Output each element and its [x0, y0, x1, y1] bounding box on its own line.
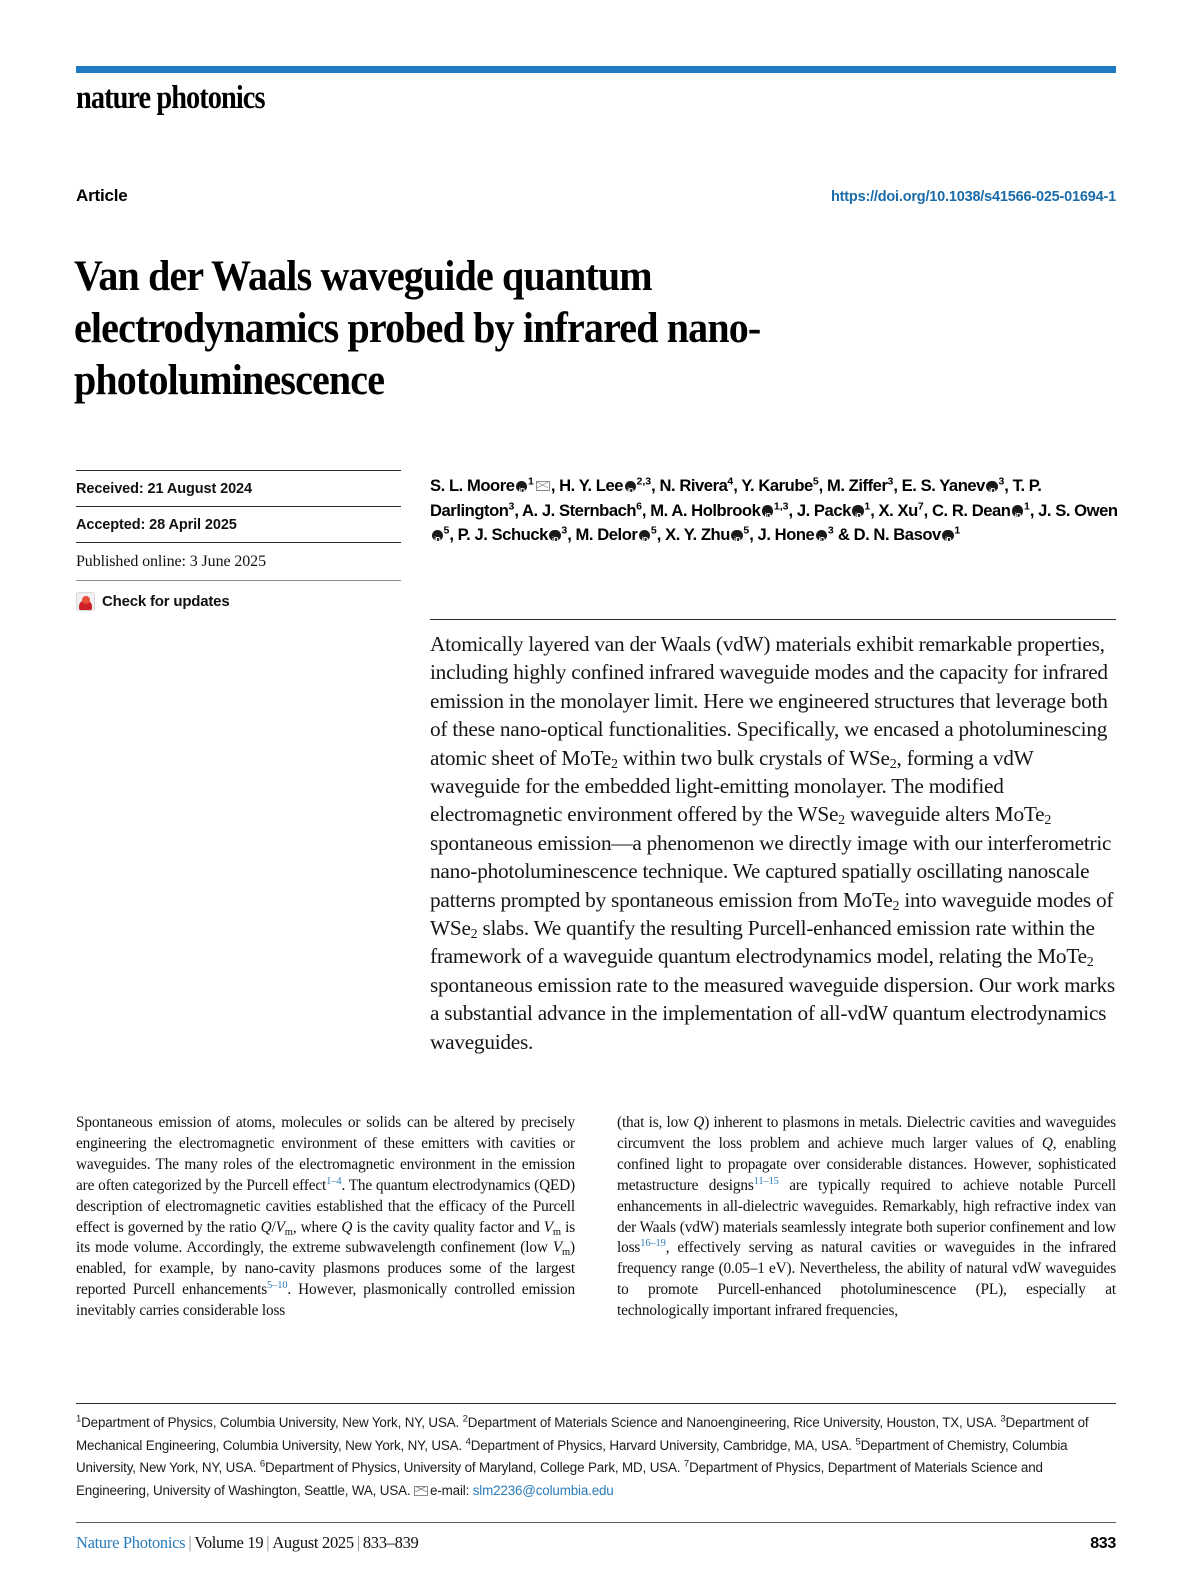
orcid-icon[interactable]	[731, 530, 743, 542]
math-var: Q	[693, 1114, 705, 1131]
footer-journal-name: Nature Photonics	[76, 1533, 186, 1552]
citation-ref[interactable]: 1–4	[326, 1175, 342, 1187]
body-columns	[76, 1113, 1116, 1322]
affiliations-divider	[76, 1403, 1116, 1404]
author-affil-ref: 1	[1023, 500, 1030, 513]
author-affil-ref: 3	[508, 500, 515, 513]
article-type-label: Article	[76, 186, 128, 205]
author-name: , J. S. Owen	[1029, 500, 1118, 520]
author-name: D. N. Basov	[853, 525, 941, 545]
doi-link[interactable]: https://doi.org/10.1038/s41566-025-01694-1	[831, 189, 1116, 205]
author-name: C. R. Dean	[931, 500, 1011, 520]
author-affil-ref: 5	[443, 524, 450, 537]
abstract-sub: 2	[1044, 813, 1052, 829]
body-seg: /	[271, 1218, 276, 1236]
body-seg: Spontaneous emission of atoms, molecules or solids can be altered by precisely engineering the electromagnetic environment of these emitters with cavities or waveguides. The many roles of the electromagnetic environment in the emission are often categorized by the Purcell effect	[76, 1114, 575, 1194]
author-name: , A. J. Sternbach	[514, 500, 637, 520]
author-affil-ref: 2,3	[636, 475, 652, 488]
abstract-seg: slabs. We quantify the resulting Purcell-enhanced emission rate within the framework of a waveguide quantum electrodynamics model, relating the MoTe	[430, 916, 1095, 969]
author-affil-ref: 3	[998, 475, 1005, 488]
author-conjunction: &	[833, 525, 850, 545]
abstract-seg: waveguide alters MoTe	[844, 802, 1045, 827]
author-name: , M. Delor	[567, 525, 638, 545]
crossmark-icon	[76, 592, 95, 611]
orcid-icon[interactable]	[549, 530, 561, 542]
math-sub: m	[284, 1226, 293, 1238]
body-seg: ) inherent to plasmons in metals. Dielectric cavities and waveguides circumvent the loss problem and achieve much larger values of	[617, 1114, 1116, 1152]
orcid-icon[interactable]	[852, 505, 864, 517]
citation-ref[interactable]: 5–10	[267, 1280, 288, 1292]
footer-volume: Volume 19	[194, 1533, 264, 1552]
author-affil-ref: 7	[917, 500, 924, 513]
body-seg: is its mode volume. Accordingly, the extreme subwavelength confinement (low	[76, 1218, 575, 1257]
math-var: V	[275, 1218, 285, 1236]
author-affil-ref: 6	[636, 500, 642, 513]
footer-pages: 833–839	[362, 1533, 419, 1552]
journal-masthead: nature photonics	[76, 80, 265, 116]
accepted-date: Accepted: 28 April 2025	[76, 517, 237, 533]
corresponding-author-envelope-icon[interactable]	[536, 481, 550, 491]
body-seg: , enabling confined light to propagate over considerable distances. However, sophisticated metastructure designs	[617, 1134, 1116, 1194]
abstract-seg: , forming a vdW waveguide for the embedded light-emitting monolayer. The modified electromagnetic environment offered by the WSe	[430, 745, 1034, 827]
footer-citation	[76, 1533, 418, 1553]
affil-seg: Department of Physics, Columbia University, New York, NY, USA.	[81, 1415, 463, 1430]
abstract-sub: 2	[889, 756, 897, 772]
author-name: , P. J. Schuck	[449, 525, 548, 545]
author-name: , M. A. Holbrook	[641, 500, 761, 520]
affil-marker: 4	[465, 1436, 471, 1448]
affil-seg: Department of Physics, University of Maryland, College Park, MD, USA.	[265, 1460, 684, 1475]
check-for-updates-label: Check for updates	[102, 593, 230, 610]
check-for-updates-button[interactable]	[76, 581, 401, 611]
orcid-icon[interactable]	[762, 505, 774, 517]
email-envelope-icon	[414, 1486, 428, 1496]
top-accent-rule	[76, 66, 1116, 73]
math-sub: m	[552, 1226, 561, 1238]
footer-issue-date: August 2025	[272, 1533, 354, 1552]
body-seg: is the cavity quality factor and	[352, 1218, 544, 1236]
body-seg: , where	[292, 1218, 342, 1236]
author-name: , M. Ziffer	[818, 476, 888, 495]
abstract-seg: Atomically layered van der Waals (vdW) materials exhibit remarkable properties, including highly confined infrared waveguide modes and the capacity for infrared emission in the monolayer limit. Here we engineered structures that leverage both of these nano-optical functionalities. Specifically, we encased a photoluminescing atomic sheet of MoTe	[430, 632, 1108, 770]
author-name: , E. S. Yanev	[893, 476, 985, 495]
abstract-sub: 2	[1086, 955, 1094, 971]
footer-separator: |	[188, 1533, 192, 1552]
body-seg: . The quantum electrodynamics (QED) description of electromagnetic cavities established that the efficacy of the Purcell effect is governed by the ratio	[76, 1176, 575, 1236]
math-var: Q	[1041, 1134, 1053, 1152]
author-name: , Y. Karube	[733, 476, 813, 495]
author-name: S. L. Moore	[430, 476, 515, 495]
author-name: , X. Y. Zhu	[656, 525, 730, 545]
abstract-sub: 2	[610, 756, 618, 772]
page-number: 833	[1090, 1535, 1116, 1552]
page-footer	[76, 1533, 1116, 1553]
orcid-icon[interactable]	[639, 530, 651, 542]
affiliations-text	[76, 1412, 1118, 1502]
body-column-left	[76, 1113, 575, 1322]
author-name: T. P. Darlington	[430, 476, 1042, 520]
abstract-divider	[430, 619, 1116, 620]
math-var: Q	[341, 1218, 353, 1236]
author-affil-ref: 5	[650, 524, 657, 537]
author-name: , J. Hone	[749, 525, 815, 545]
orcid-icon[interactable]	[942, 530, 954, 542]
author-list: S. L. Moore iD $^1$ , H. Y. Lee iD $^{2,3}$, N. Rivera$^4$, Y. Karube$^5$, M. Ziffer$^3$, E. S. YaneviD $^3$, T. P. Darlington$^3$, A. J. Sternbach$^6$, M. A. Holbrook iD $^{1,3}$, J. Pack iD $^1$, X. Xu$^7$, C. R. Dean iD $^1$, J. S. OweniD$^5$, P. J. Schuck iD $^3$, M. Delor iD $^5$, X. Y. Zhu iD $^5$, J. HoneiD $^3$ & D. N. Basov iD $^1$	[430, 474, 1120, 548]
body-seg: ) enabled, for example, by nano-cavity plasmons produces some of the largest reported Purcell enhancements	[76, 1239, 575, 1299]
body-seg: are typically required to achieve notable Purcell enhancements in all-dielectric waveguides. Remarkably, high refractive index van der Waals (vdW) materials seamlessly integrate both superior confinement and low loss	[617, 1176, 1117, 1257]
abstract-seg: into waveguide modes of WSe	[430, 887, 1114, 941]
author-affil-ref: 5	[743, 524, 750, 537]
author-affil-ref: 3	[827, 524, 834, 537]
footer-separator: |	[356, 1533, 360, 1552]
orcid-icon[interactable]	[816, 530, 828, 542]
author-name: , N. Rivera	[651, 476, 728, 495]
abstract-sub: 2	[892, 898, 900, 914]
received-date: Received: 21 August 2024	[76, 481, 252, 497]
abstract-seg: spontaneous emission—a phenomenon we directly image with our interferometric nano-photoluminescence technique. We captured spatially oscillating nanoscale patterns prompted by spontaneous emission from MoTe	[430, 830, 1112, 912]
math-sub: m	[562, 1247, 571, 1259]
body-column-right	[617, 1113, 1116, 1322]
abstract-seg: within two bulk crystals of WSe	[617, 745, 890, 770]
math-var: V	[543, 1218, 553, 1236]
affil-marker: 6	[259, 1458, 266, 1470]
author-affil-ref: 1,3	[773, 500, 789, 513]
body-seg: , effectively serving as natural cavities or waveguides in the infrared frequency range (0.05–1 eV). Nevertheless, the ability of natural vdW waveguides to promote Purcell-enhanced photoluminescence (PL), especially at technologically important infrared frequencies,	[617, 1239, 1116, 1320]
body-seg: (that is, low	[617, 1114, 694, 1131]
affil-marker: 3	[1000, 1413, 1006, 1425]
author-affil-ref: 3	[887, 475, 894, 488]
orcid-icon[interactable]	[625, 481, 637, 493]
orcid-icon[interactable]	[1012, 505, 1024, 517]
article-type-row	[76, 186, 1116, 206]
citation-ref[interactable]: 16–19	[640, 1238, 666, 1250]
abstract-seg: spontaneous emission rate to the measured waveguide dispersion. Our work marks a substantial advance in the implementation of all-vdW quantum electrodynamics waveguides.	[430, 972, 1115, 1054]
author-affil-ref: 1	[954, 524, 961, 537]
affil-marker: 5	[855, 1436, 861, 1448]
orcid-icon[interactable]	[516, 481, 528, 493]
math-var: Q	[260, 1218, 272, 1236]
published-date: Published online: 3 June 2025	[76, 553, 266, 570]
author-affil-ref: 4	[727, 475, 734, 488]
article-metadata-column	[76, 470, 401, 611]
author-name: , X. Xu	[870, 500, 918, 520]
author-name: , J. Pack	[788, 500, 851, 520]
affil-seg: Department of Mechanical Engineering, Columbia University, New York, NY, USA.	[76, 1415, 1089, 1453]
affil-marker: 7	[683, 1458, 690, 1470]
footer-divider	[76, 1522, 1116, 1523]
author-affil-ref: 5	[812, 475, 819, 488]
citation-ref[interactable]: 11–15	[753, 1175, 779, 1187]
author-name: , H. Y. Lee	[550, 476, 624, 495]
abstract-text	[430, 630, 1120, 1056]
author-affil-ref: 1	[527, 475, 534, 488]
orcid-icon[interactable]	[432, 530, 444, 542]
affil-marker: 2	[462, 1413, 468, 1425]
footer-separator: |	[266, 1533, 270, 1552]
author-affil-ref: 1	[864, 500, 871, 513]
abstract-sub: 2	[470, 927, 478, 943]
abstract-sub: 2	[838, 813, 845, 829]
orcid-icon[interactable]	[986, 481, 998, 493]
email-label: e-mail:	[430, 1482, 473, 1498]
affil-seg: Department of Physics, Harvard University, Cambridge, MA, USA.	[470, 1437, 856, 1453]
page-title: Van der Waals waveguide quantum electrodynamics probed by infrared nano-photoluminescence	[74, 252, 761, 404]
affil-seg: Department of Physics, Department of Materials Science and Engineering, University of Washington, Seattle, WA, USA.	[76, 1460, 1043, 1498]
math-var: V	[552, 1239, 563, 1257]
affil-seg: Department of Materials Science and Nanoengineering, Rice University, Houston, TX, USA.	[467, 1415, 1001, 1430]
affil-seg: Department of Chemistry, Columbia University, New York, NY, USA.	[76, 1437, 1068, 1475]
affil-marker: 1	[76, 1413, 82, 1425]
author-affil-ref: 3	[561, 524, 568, 537]
body-seg: . However, plasmonically controlled emission inevitably carries considerable loss	[76, 1281, 575, 1320]
corresponding-email-link[interactable]: slm2236@columbia.edu	[472, 1482, 614, 1498]
